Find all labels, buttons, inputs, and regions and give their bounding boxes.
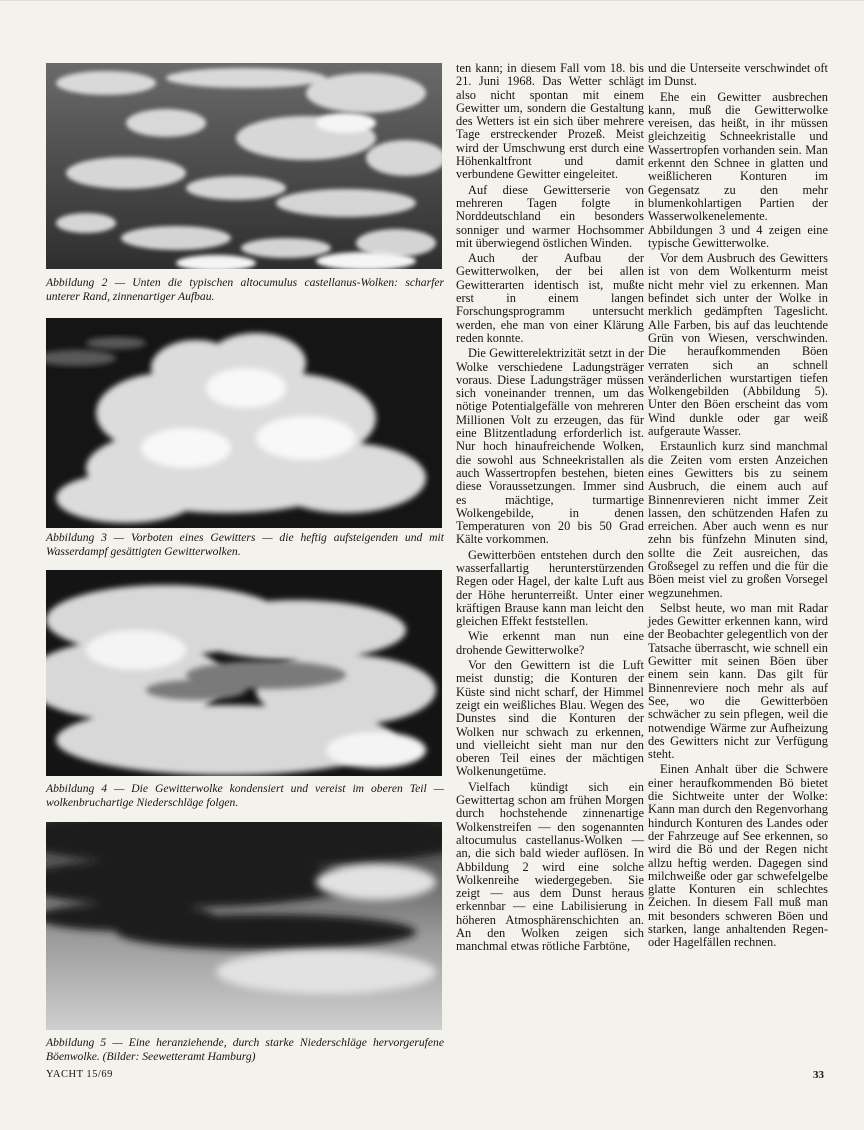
text-column-3	[648, 62, 828, 952]
paragraph: Einen Anhalt über die Schwere einer heraufkommenden Bö bietet die Sichtweite unter der Wolke: Kann man durch den Regenvorhang hindurch Konturen des Landes oder der Fahrzeuge auf See erkennen, so wird die Bö und der Regen nicht allzu heftig werden. Dagegen sind milchweiße oder gar schwefelgelbe glatte Konturen ein schlechtes Zeichen. In diesem Fall muß man mit besonders schweren Böen und starken, lange anhaltenden Regen- oder Hagelfällen rechnen.	[648, 762, 828, 950]
paragraph: Gewitterböen entstehen durch den wasserfallartig herunterstürzenden Regen oder Hagel, der kalte Luft aus der Höhe herunterreißt. Unter einer kräftigen Brause kann man leicht den gleichen Effekt feststellen.	[456, 547, 644, 629]
figure-4-photo	[46, 570, 442, 776]
figure-3-photo	[46, 318, 442, 528]
page-top-edge	[0, 0, 864, 1]
figure-2-photo	[46, 63, 442, 269]
paragraph: Wie erkennt man nun eine drohende Gewitterwolke?	[456, 629, 644, 657]
figure-5-caption: Abbildung 5 — Eine heranziehende, durch starke Niederschläge hervorgerufene Böenwolke. (Bilder: Seewetteramt Hamburg)	[46, 1036, 444, 1063]
paragraph: Vielfach kündigt sich ein Gewittertag schon am frühen Morgen durch hochstehende zinnenartige Wolkenstreifen — den sogenannten altocumulus castellanus-Wolken — an, die sich bald wieder auflösen. In Abbildung 2 wird eine solche Wolkenreihe wiedergegeben. Sie zeigt — aus dem Dunst heraus erkennbar — eine Labilisierung in höheren Atmosphärenschichten an. An den Wolken zeigen sich manchmal etwas rötliche Farbtöne,	[456, 779, 644, 954]
paragraph: ten kann; in diesem Fall vom 18. bis 21. Juni 1968. Das Wetter schlägt also nicht spontan mit einem Gewitter um, sondern die Gestaltung des Wetters ist ein sich über mehrere Tage erstreckender Prozeß. Meist wird der Umschwung erst durch eine Höhenkaltfront und damit verbundene Gewitter eingeleitet.	[456, 61, 644, 182]
figure-5-photo	[46, 822, 442, 1030]
magazine-issue: YACHT 15/69	[46, 1069, 113, 1080]
paragraph: Selbst heute, wo man mit Radar jedes Gewitter erkennen kann, wird der Beobachter gelegentlich von der Tatsache überrascht, wie schnell ein Gewitter mit seinen Böen über einem sein kann. Das gilt für Binnenreviere noch mehr als auf See, wo die Gewitterböen schwächer zu sein pflegen, weil die notwendige Wärme zur Aufheizung des Gewitters nicht zur Verfügung steht.	[648, 600, 828, 762]
paragraph: Erstaunlich kurz sind manchmal die Zeiten vom ersten Anzeichen eines Gewitters bis zu seinem Ausbruch, die einem auch auf Binnenrevieren nicht immer Zeit lassen, den schützenden Hafen zu erreichen. Aber auch wenn es nur zehn bis fünfzehn Minuten sind, sollte die Zeit ausreichen, das Großsegel zu reffen und die für die Böen meist viel zu großen Vorsegel wegzunehmen.	[648, 439, 828, 600]
figure-2-caption: Abbildung 2 — Unten die typischen altocumulus castellanus-Wolken: scharfer unterer Rand, zinnenartiger Aufbau.	[46, 276, 444, 303]
paragraph: Vor dem Ausbruch des Gewitters ist von dem Wolkenturm meist nicht mehr viel zu erkennen. Man befindet sich unter der Wolke in merklich gedämpften Tageslicht. Alle Farben, bis auf das leuchtende Grün von Wiesen, verschwinden. Die heraufkommenden Böen verraten sich an schnell veränderlichen wurstartigen tiefen Wolkengebilden (Abbildung 5). Unter den Böen erscheint das vom Wind dunkle oder gar weiß aufgeraute Wasser.	[648, 251, 828, 439]
figure-3-caption: Abbildung 3 — Vorboten eines Gewitters — die heftig aufsteigenden und mit Wasserdampf gesättigten Gewitterwolken.	[46, 531, 444, 558]
paragraph: Auf diese Gewitterserie von mehreren Tagen folgte in Norddeutschland ein besonders sonniger und warmer Hochsommer mit überwiegend östlichen Winden.	[456, 182, 644, 250]
paragraph: Ehe ein Gewitter ausbrechen kann, muß die Gewitterwolke vereisen, das heißt, in ihr müssen gleichzeitig Schneekristalle und Wassertropfen vorhanden sein. Man erkennt den Schnee in glatten und weißlicheren Konturen im Gegensatz zu den mehr blumenkohlartigen Partien der Wasserwolkenelemente. Abbildungen 3 und 4 zeigen eine typische Gewitterwolke.	[648, 89, 828, 250]
figure-4-caption: Abbildung 4 — Die Gewitterwolke kondensiert und vereist im oberen Teil — wolkenbruchartige Niederschläge folgen.	[46, 782, 444, 809]
paragraph: Vor den Gewittern ist die Luft meist dunstig; die Konturen der Küste sind nicht scharf, der Himmel zeigt ein weißliches Blau. Wegen des Dunstes sind die Konturen der Wolken nur schwach zu erkennen, und vielleicht sieht man nur den oberen Teil eines der mächtigen Wolkenungetüme.	[456, 658, 644, 779]
paragraph: Auch der Aufbau der Gewitterwolken, der bei allen Gewitterarten identisch ist, mußte erst in einem langen Forschungsprogramm untersucht werden, ehe man von einer Klärung reden konnte.	[456, 251, 644, 345]
text-column-2	[456, 62, 644, 956]
page-number: 33	[813, 1069, 824, 1081]
paragraph: Die Gewitterelektrizität setzt in der Wolke verschiedene Ladungsträger voraus. Diese Ladungsträger müssen sich voneinander trennen, um das nötige Potentialgefälle von mehreren Millionen Volt zu erzeugen, das für eine Blitzentladung erforderlich ist. Nur hoch hinaufreichende Wolken, die sowohl aus Schneekristallen als auch Wassertropfen bestehen, bieten diese Voraussetzungen. Immer sind es mächtige, turmartige Wolkengebilde, in denen Temperaturen von 20 bis 50 Grad Kälte vorkommen.	[456, 346, 644, 547]
paragraph: und die Unterseite verschwindet oft im Dunst.	[648, 61, 828, 89]
